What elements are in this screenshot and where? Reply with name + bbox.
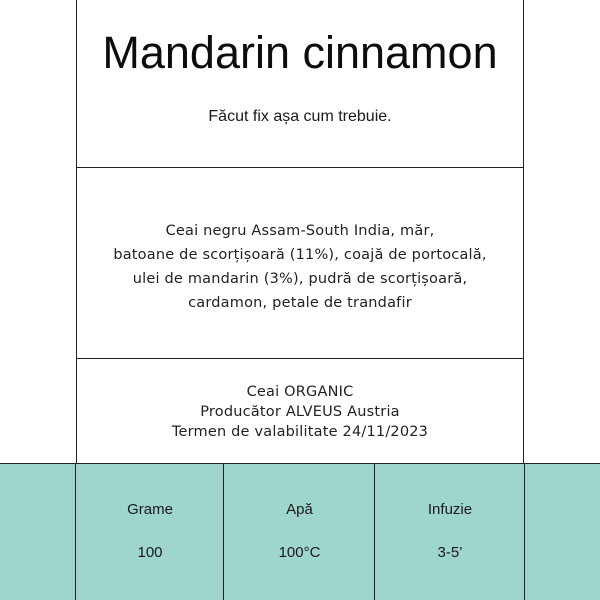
spec-infusion (375, 464, 525, 600)
ingredients-line: cardamon, petale de trandafir (188, 295, 412, 311)
spec-water (224, 464, 375, 600)
expiry-date: Termen de valabilitate 24/11/2023 (171, 424, 429, 440)
spec-label: Infuzie (427, 501, 473, 518)
product-tagline: Făcut fix așa cum trebuie. (208, 108, 392, 125)
ingredients-section (77, 168, 523, 359)
ingredients-list (77, 219, 523, 315)
product-info (77, 382, 523, 442)
spec-value: 100 (137, 544, 163, 561)
specs-band (0, 463, 600, 600)
tea-type: Ceai ORGANIC (246, 384, 354, 400)
info-section (77, 359, 523, 464)
spec-grams (76, 464, 224, 600)
spec-value: 100°C (278, 544, 321, 561)
title-section (77, 0, 523, 168)
ingredients-line: batoane de scorțișoară (11%), coajă de portocală, (113, 247, 487, 263)
spec-value: 3-5’ (437, 544, 463, 561)
spec-label: Apă (286, 501, 313, 518)
producer: Producător ALVEUS Austria (200, 404, 400, 420)
ingredients-line: ulei de mandarin (3%), pudră de scorțișoară, (132, 271, 468, 287)
product-name: Mandarin cinnamon (102, 27, 498, 78)
ingredients-line: Ceai negru Assam-South India, măr, (165, 223, 435, 239)
spec-label: Grame (127, 501, 173, 518)
